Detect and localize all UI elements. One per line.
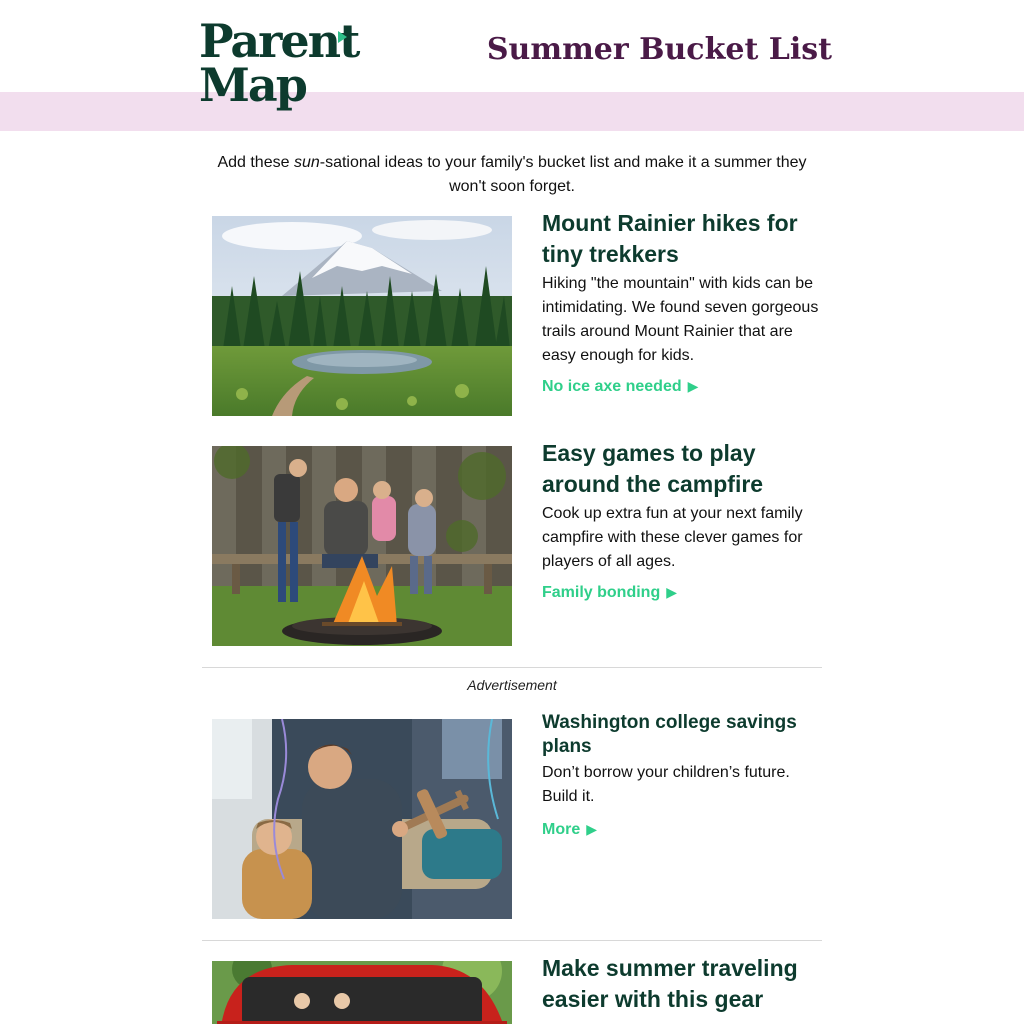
intro-text [202,151,822,199]
article-description: Cook up extra fun at your next family campfire with these clever games for players of all ages. [542,505,803,570]
campfire-family-photo [212,446,512,646]
cta-link-no-ice-axe[interactable] [542,378,698,396]
article-description: Hiking "the mountain" with kids can be intimidating. We found seven gorgeous trails around Mount Rainier that are easy enough for kids. [542,275,819,364]
header-band [0,92,1024,131]
article-title[interactable]: Make summer traveling easier with this gear [542,955,798,1012]
ad-text-college-savings [542,711,824,839]
intro-text-start: Add these [217,154,294,171]
logo-text-parent: Parent [199,14,359,68]
play-arrow-icon: ▶ [586,821,598,837]
play-arrow-icon: ▶ [666,584,677,600]
email-header [0,0,1024,112]
ad-image-college-savings[interactable] [212,719,512,919]
article-text-campfire [542,438,824,602]
cta-link-family-bonding[interactable] [542,584,677,602]
section-divider [202,940,822,941]
cta-label: No ice axe needed [542,378,682,395]
article-campfire-games [212,440,822,646]
cta-link-more[interactable] [542,821,597,839]
article-image-travel-gear[interactable] [212,961,512,1024]
article-mount-rainier [212,210,822,416]
article-image-mount-rainier[interactable] [212,216,512,416]
ad-title[interactable]: Washington college savings plans [542,712,797,757]
mountain-meadow-photo [212,216,512,416]
cta-label: Family bonding [542,584,661,601]
article-image-campfire[interactable] [212,446,512,646]
logo-play-icon [338,31,347,43]
section-divider [202,667,822,668]
play-arrow-icon: ▶ [687,378,699,394]
ad-description: Don’t borrow your children’s future. Build it. [542,764,790,805]
article-title[interactable]: Easy games to play around the campfire [542,440,764,497]
cta-label: More [542,821,581,838]
parentmap-logo[interactable] [199,14,359,118]
article-text-travel-gear [542,953,824,1015]
red-car-photo [212,961,512,1024]
intro-text-end: -sational ideas to your family's bucket list and make it a summer they won't soon forget. [319,154,807,195]
intro-emphasis: sun [293,154,320,171]
article-text-mount-rainier [542,208,824,396]
father-baby-photo [212,719,512,919]
article-travel-gear [212,955,822,1024]
article-title[interactable]: Mount Rainier hikes for tiny trekkers [542,210,798,267]
logo-text-map: Map [199,58,306,112]
newsletter-title: Summer Bucket List [486,32,832,67]
advertisement-label: Advertisement [467,677,557,693]
ad-college-savings [212,712,822,919]
